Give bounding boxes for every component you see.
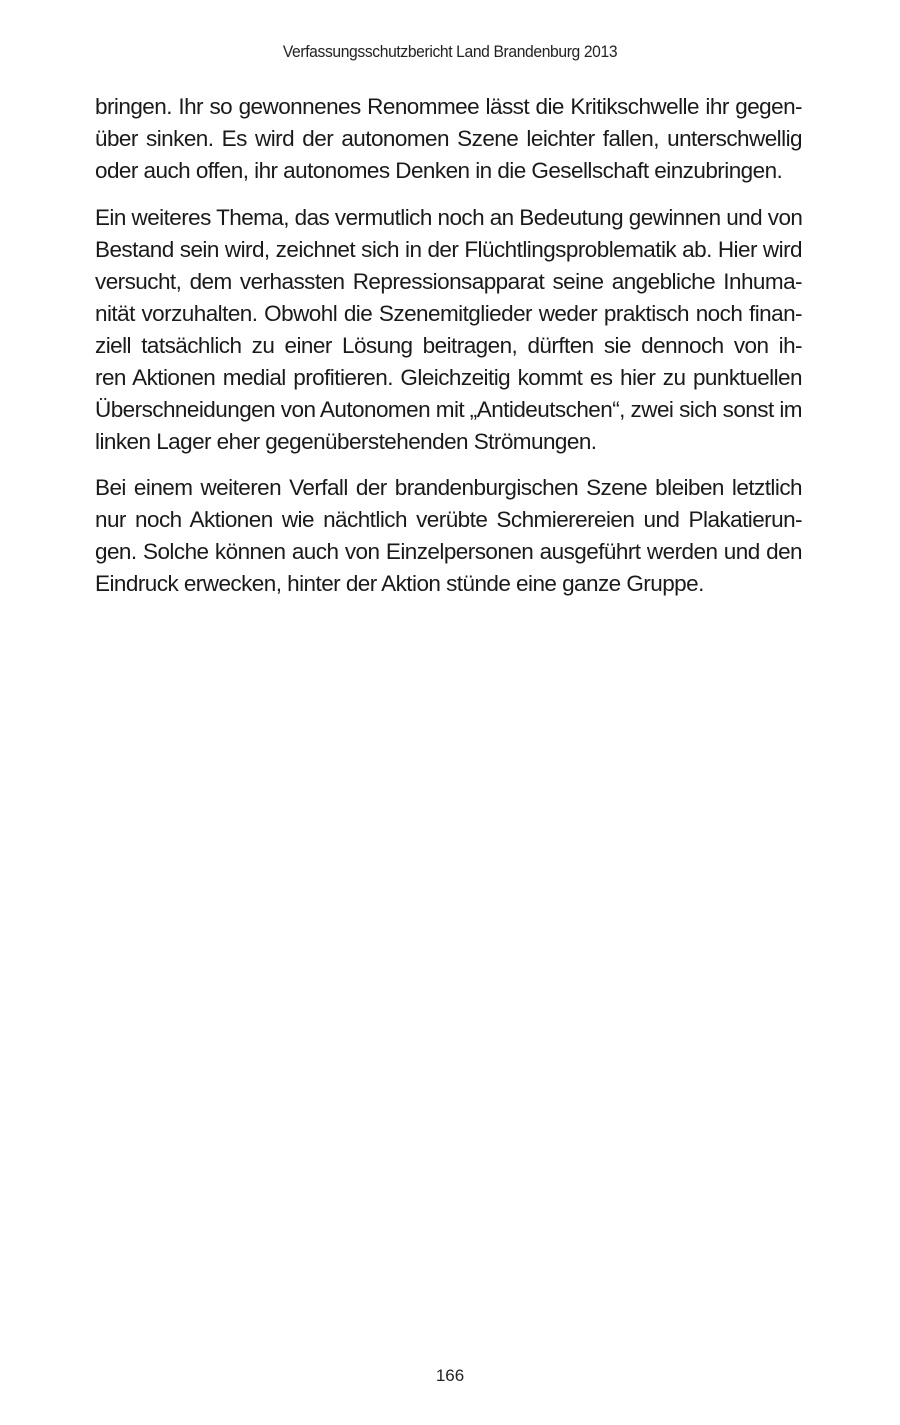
text-line: bringen. Ihr so gewonnenes Renommee lässt die Kritikschwelle ihr gegen- [95, 94, 802, 119]
body-text [95, 91, 802, 615]
paragraph-3 [95, 472, 802, 600]
text-line: nur noch Aktionen wie nächtlich verübte Schmierereien und Plakatierun- [95, 507, 802, 532]
text-line: ren Aktionen medial profitieren. Gleichzeitig kommt es hier zu punktuellen [95, 364, 802, 390]
page-number: 166 [435, 1366, 465, 1385]
text-line: Ein weiteres Thema, das vermutlich noch an Bedeutung gewinnen und von [95, 204, 803, 230]
text-line: Überschneidungen von Autonomen mit „Antideutschen“, zwei sich sonst im [95, 396, 802, 422]
text-line: ziell tatsächlich zu einer Lösung beitragen, dürften sie dennoch von ih- [95, 332, 802, 358]
paragraph-1 [95, 91, 802, 187]
text-line: Bei einem weiteren Verfall der brandenburgischen Szene bleiben letztlich [95, 475, 802, 500]
running-header: Verfassungsschutzbericht Land Brandenburg 2013 [282, 42, 618, 61]
text-line: oder auch offen, ihr autonomes Denken in die Gesellschaft einzubringen. [95, 158, 783, 183]
text-line: Bestand sein wird, zeichnet sich in der Flüchtlingsproblematik ab. Hier wird [95, 236, 802, 262]
text-line: Eindruck erwecken, hinter der Aktion stünde eine ganze Gruppe. [95, 571, 704, 596]
paragraph-2 [95, 202, 802, 458]
text-line: nität vorzuhalten. Obwohl die Szenemitglieder weder praktisch noch finan- [95, 300, 802, 326]
text-line: linken Lager eher gegenüberstehenden Strömungen. [95, 428, 597, 454]
text-line: gen. Solche können auch von Einzelpersonen ausgeführt werden und den [95, 539, 802, 564]
text-line: versucht, dem verhassten Repressionsapparat seine angebliche Inhuma- [95, 268, 802, 294]
text-line: über sinken. Es wird der autonomen Szene leichter fallen, unterschwellig [95, 126, 802, 151]
